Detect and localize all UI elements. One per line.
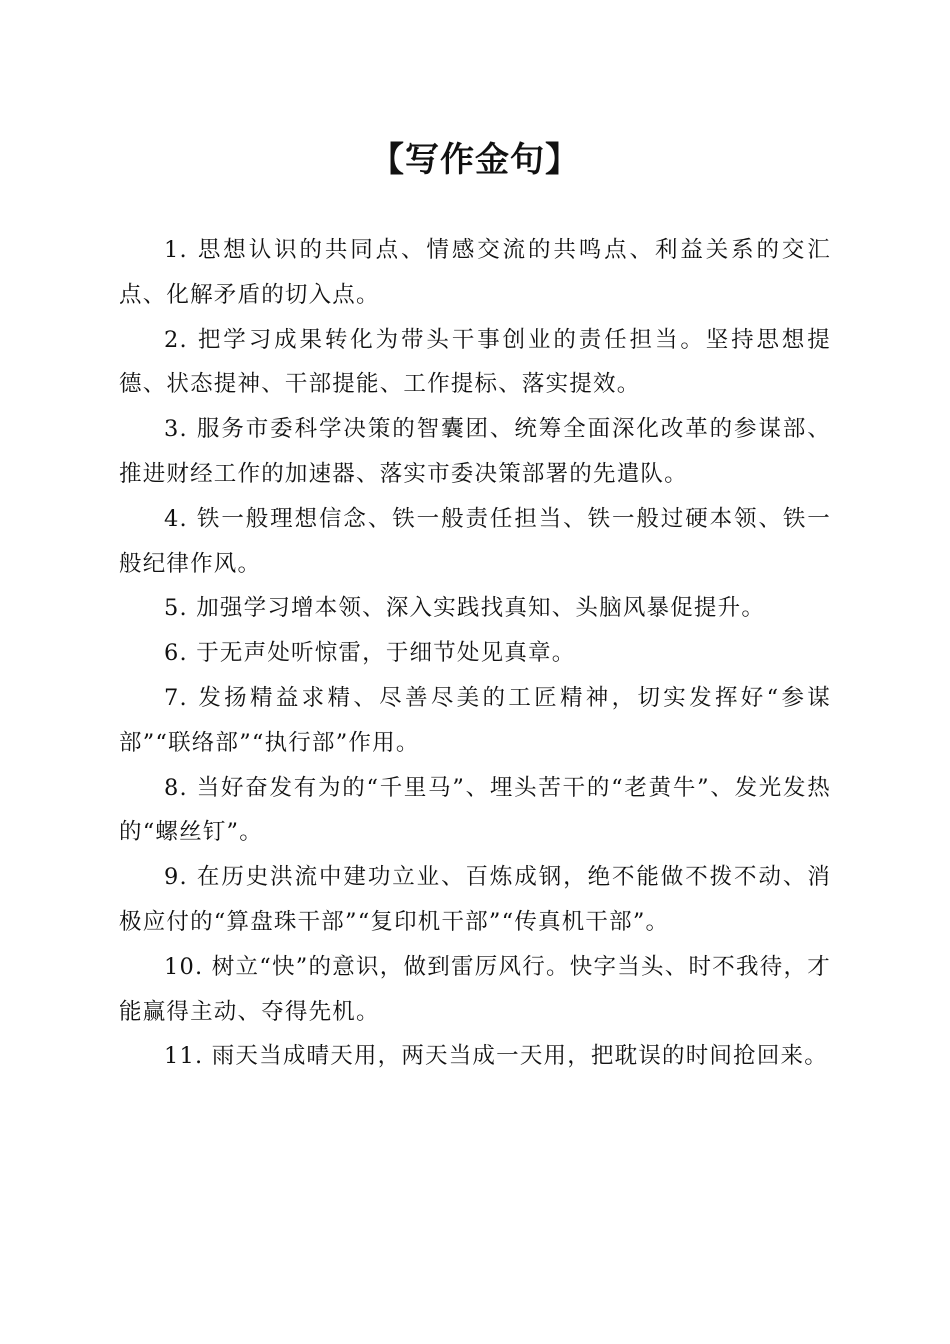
document-title: 【写作金句】: [370, 140, 580, 180]
quote-item-10: 10. 树立“快”的意识，做到雷厉风行。快字当头、时不我待，才能赢得主动、夺得先机。: [119, 953, 831, 1025]
quote-item-6: 6. 于无声处听惊雷，于细节处见真章。: [164, 640, 576, 667]
quote-item-7: 7. 发扬精益求精、尽善尽美的工匠精神，切实发挥好“参谋部”“联络部”“执行部”作用。: [119, 684, 831, 756]
quote-item-2: 2. 把学习成果转化为带头干事创业的责任担当。坚持思想提德、状态提神、干部提能、工作提标、落实提效。: [119, 326, 831, 398]
quote-list: [119, 228, 831, 1079]
quote-item-9: 9. 在历史洪流中建功立业、百炼成钢，绝不能做不拨不动、消极应付的“算盘珠干部”“复印机干部”“传真机干部”。: [119, 864, 831, 935]
quote-item-1: 1. 思想认识的共同点、情感交流的共鸣点、利益关系的交汇点、化解矛盾的切入点。: [119, 237, 831, 308]
quote-item-11: 11. 雨天当成晴天用，两天当成一天用，把耽误的时间抢回来。: [164, 1043, 828, 1070]
quote-item-4: 4. 铁一般理想信念、铁一般责任担当、铁一般过硬本领、铁一般纪律作风。: [119, 505, 831, 577]
quote-item-3: 3. 服务市委科学决策的智囊团、统筹全面深化改革的参谋部、推进财经工作的加速器、落实市委决策部署的先遣队。: [119, 416, 831, 487]
quote-item-5: 5. 加强学习增本领、深入实践找真知、头脑风暴促提升。: [164, 595, 766, 622]
quote-item-8: 8. 当好奋发有为的“千里马”、埋头苦干的“老黄牛”、发光发热的“螺丝钉”。: [119, 774, 831, 846]
